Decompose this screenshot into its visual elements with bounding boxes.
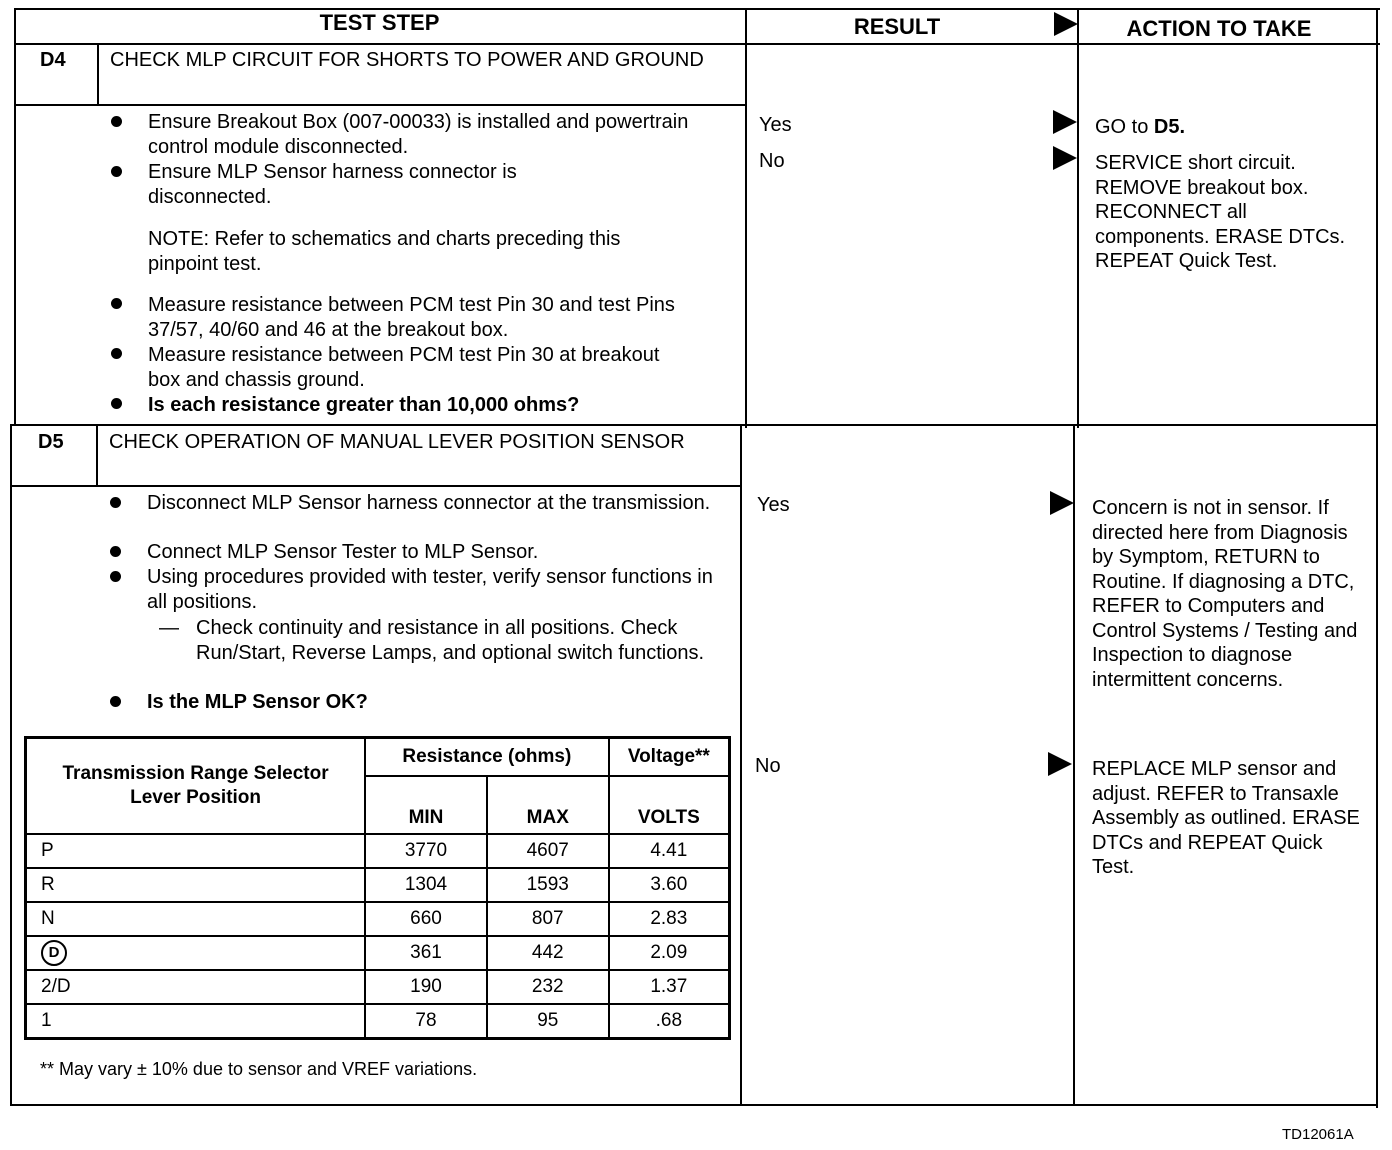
d4-question: Is each resistance greater than 10,000 ohms? xyxy=(148,394,580,416)
col-header-max: MAX xyxy=(487,776,609,834)
d5-title-divider xyxy=(12,485,742,487)
row-position: 2/D xyxy=(26,970,366,1004)
d4-action-yes xyxy=(1095,115,1365,140)
d5-bullet-3: Using procedures provided with tester, verify sensor functions in all positions. xyxy=(147,566,713,613)
row-max: 232 xyxy=(487,970,609,1004)
d5-question: Is the MLP Sensor OK? xyxy=(147,691,368,713)
row-position: N xyxy=(26,902,366,936)
col-header-min: MIN xyxy=(365,776,487,834)
d4-action-yes-prefix: GO to xyxy=(1095,116,1154,138)
bullet-icon xyxy=(110,571,121,582)
arrow-icon xyxy=(1050,491,1074,515)
d4-action-yes-target: D5. xyxy=(1153,116,1186,138)
dash-marker: — xyxy=(159,617,179,639)
col-header-voltage: Voltage** xyxy=(609,738,730,776)
row-volts: 3.60 xyxy=(609,868,730,902)
d5-dash-item: Check continuity and resistance in all positions. Check Run/Start, Reverse Lamps, and optional switch functions. xyxy=(196,617,705,664)
d4-result-no: No xyxy=(759,150,785,172)
row-min: 3770 xyxy=(365,834,487,868)
table-row xyxy=(26,970,730,1004)
arrow-icon xyxy=(1053,110,1077,134)
row-max: 1593 xyxy=(487,868,609,902)
d4-title: CHECK MLP CIRCUIT FOR SHORTS TO POWER AND GROUND xyxy=(110,49,704,71)
action-column-divider-lower xyxy=(1073,426,1075,1106)
bullet-icon xyxy=(110,497,121,508)
table-row xyxy=(26,868,730,902)
row-min: 361 xyxy=(365,936,487,970)
table-border-right xyxy=(1376,8,1378,1108)
bullet-icon xyxy=(110,696,121,707)
col-header-resistance: Resistance (ohms) xyxy=(365,738,609,776)
header-arrow-icon xyxy=(1054,12,1078,36)
bullet-icon xyxy=(111,166,122,177)
d4-bullet-4: Measure resistance between PCM test Pin 30 at breakout box and chassis ground. xyxy=(148,344,660,391)
table-border-bottom xyxy=(10,1104,1378,1106)
row-max: 4607 xyxy=(487,834,609,868)
arrow-icon xyxy=(1053,146,1077,170)
header-divider xyxy=(14,43,1380,45)
row-volts: 2.83 xyxy=(609,902,730,936)
overdrive-circle-icon: D xyxy=(41,940,67,966)
figure-id: TD12061A xyxy=(1282,1126,1354,1143)
result-column-divider-lower xyxy=(740,426,742,1106)
table-row xyxy=(26,902,730,936)
row-min: 1304 xyxy=(365,868,487,902)
d4-note: NOTE: Refer to schematics and charts preceding this pinpoint test. xyxy=(148,228,621,275)
row-max: 442 xyxy=(487,936,609,970)
d5-action-yes: Concern is not in sensor. If directed here from Diagnosis by Symptom, RETURN to Routine. If diagnosing a DTC, REFER to Computers and Control Systems / Testing and Inspection to diagnose intermittent concerns. xyxy=(1092,497,1358,691)
row-min: 660 xyxy=(365,902,487,936)
row-min: 78 xyxy=(365,1004,487,1039)
bullet-icon xyxy=(111,348,122,359)
table-footnote: ** May vary ± 10% due to sensor and VREF variations. xyxy=(40,1059,478,1079)
mlp-resistance-table xyxy=(24,736,731,1040)
row-volts: .68 xyxy=(609,1004,730,1039)
arrow-icon xyxy=(1048,752,1072,776)
d4-action-no: SERVICE short circuit. REMOVE breakout box. RECONNECT all components. ERASE DTCs. REPEAT Quick Test. xyxy=(1095,152,1346,272)
d5-id-divider xyxy=(96,426,98,486)
d5-step-id: D5 xyxy=(38,431,64,453)
d5-bullet-2: Connect MLP Sensor Tester to MLP Sensor. xyxy=(147,541,539,563)
table-row xyxy=(26,834,730,868)
bullet-icon xyxy=(111,116,122,127)
table-row xyxy=(26,936,730,970)
col-header-position: Transmission Range Selector Lever Position xyxy=(26,738,366,834)
d4-title-divider xyxy=(14,104,746,106)
bullet-icon xyxy=(111,298,122,309)
row-position: R xyxy=(26,868,366,902)
table-border-left-lower xyxy=(10,424,12,1106)
d5-title: CHECK OPERATION OF MANUAL LEVER POSITION SENSOR xyxy=(109,431,685,453)
header-result: RESULT xyxy=(853,14,941,39)
d5-result-yes: Yes xyxy=(757,494,790,516)
bullet-icon xyxy=(111,398,122,409)
table-row xyxy=(26,1004,730,1039)
row-position: 1 xyxy=(26,1004,366,1039)
d4-step-id: D4 xyxy=(40,49,66,71)
d4-bullet-1: Ensure Breakout Box (007-00033) is installed and powertrain control module disconnected. xyxy=(148,111,689,158)
d4-bullet-3: Measure resistance between PCM test Pin 30 and test Pins 37/57, 40/60 and 46 at the breakout box. xyxy=(148,294,675,341)
header-action: ACTION TO TAKE xyxy=(1126,16,1312,41)
row-max: 807 xyxy=(487,902,609,936)
table-border-left xyxy=(14,8,16,426)
row-position-overdrive xyxy=(26,936,366,970)
d4-id-divider xyxy=(97,45,99,105)
step-divider xyxy=(10,424,1378,426)
d5-bullet-1: Disconnect MLP Sensor harness connector at the transmission. xyxy=(147,492,711,514)
col-header-volts: VOLTS xyxy=(609,776,730,834)
d5-result-no: No xyxy=(755,755,781,777)
row-position: P xyxy=(26,834,366,868)
d4-bullet-2: Ensure MLP Sensor harness connector is disconnected. xyxy=(148,161,517,208)
result-column-divider xyxy=(745,8,747,428)
d4-result-yes: Yes xyxy=(759,114,792,136)
row-max: 95 xyxy=(487,1004,609,1039)
row-volts: 1.37 xyxy=(609,970,730,1004)
row-min: 190 xyxy=(365,970,487,1004)
header-test-step: TEST STEP xyxy=(319,10,440,35)
row-volts: 4.41 xyxy=(609,834,730,868)
row-volts: 2.09 xyxy=(609,936,730,970)
action-column-divider xyxy=(1077,8,1079,428)
d5-action-no: REPLACE MLP sensor and adjust. REFER to Transaxle Assembly as outlined. ERASE DTCs and REPEAT Quick Test. xyxy=(1092,758,1360,878)
bullet-icon xyxy=(110,546,121,557)
